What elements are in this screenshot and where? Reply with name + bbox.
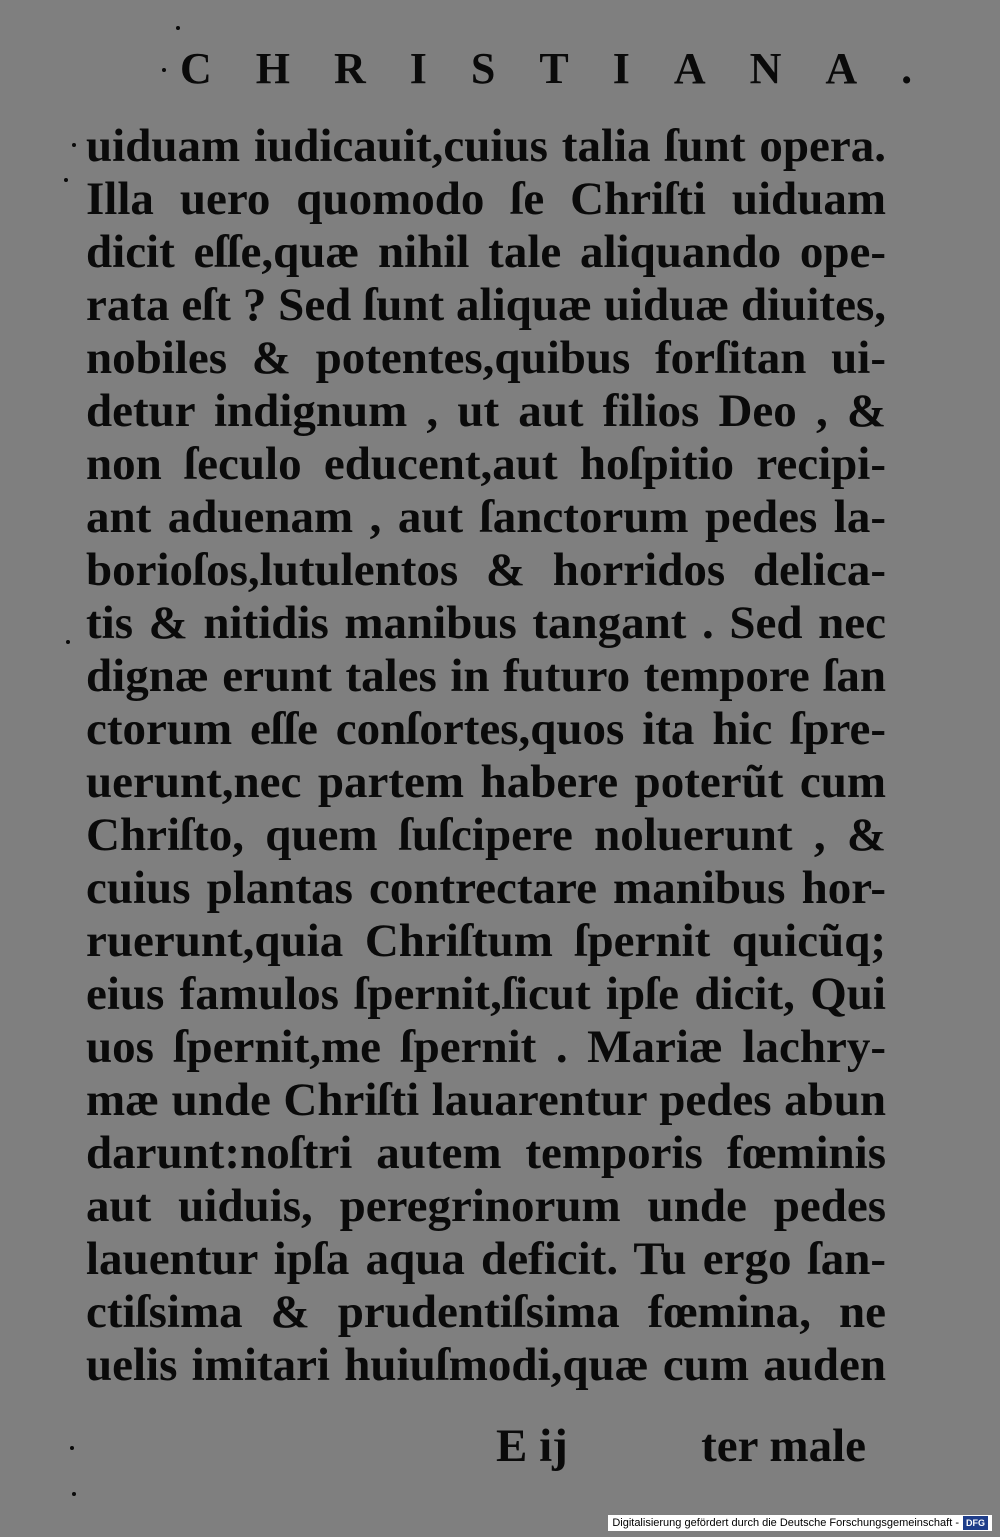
text-line: detur indignum , ut aut filios Deo , & (86, 385, 886, 437)
text-block (86, 120, 886, 1392)
speck (64, 178, 68, 182)
text-line: ruerunt,quia Chriſtum ſpernit quicũq; (86, 915, 886, 967)
text-line: nobiles & potentes,quibus forſitan ui- (86, 332, 886, 384)
catchword: ter male (701, 1420, 866, 1472)
text-line: uos ſpernit,me ſpernit . Mariæ lachry- (86, 1021, 886, 1073)
running-head: CHRISTIANA. (180, 44, 957, 93)
text-line: Chriſto, quem ſuſcipere noluerunt , & (86, 809, 886, 861)
text-line: ctorum eſſe conſortes,quos ita hic ſpre- (86, 703, 886, 755)
speck (72, 143, 76, 147)
speck (162, 68, 166, 72)
text-line: rata eſt ? Sed ſunt aliquæ uiduæ diuites, (86, 279, 886, 331)
text-line: non ſeculo educent,aut hoſpitio recipi- (86, 438, 886, 490)
text-line: uiduam iudicauit,cuius talia ſunt opera. (86, 120, 886, 172)
catchline (86, 1418, 886, 1474)
text-line: uerunt,nec partem habere poterũt cum (86, 756, 886, 808)
text-line: aut uiduis, peregrinorum unde pedes (86, 1180, 886, 1232)
text-line: eius famulos ſpernit,ſicut ipſe dicit, Qui (86, 968, 886, 1020)
text-line: ctiſsima & prudentiſsima fœmina, ne (86, 1286, 886, 1338)
dfg-logo: DFG (963, 1516, 988, 1530)
signature-mark: E ij (496, 1420, 568, 1472)
text-line: dignæ erunt tales in futuro tempore ſan (86, 650, 886, 702)
text-line: mæ unde Chriſti lauarentur pedes abun (86, 1074, 886, 1126)
text-line: tis & nitidis manibus tangant . Sed nec (86, 597, 886, 649)
speck (176, 26, 180, 30)
speck (70, 1446, 74, 1450)
text-line: cuius plantas contrectare manibus hor- (86, 862, 886, 914)
credit-text: Digitalisierung gefördert durch die Deutsche Forschungsgemeinschaft - (612, 1517, 959, 1529)
digitization-credit (608, 1515, 992, 1531)
text-line: darunt:noſtri autem temporis fœminis (86, 1127, 886, 1179)
text-line: borioſos,lutulentos & horridos delica- (86, 544, 886, 596)
text-line: lauentur ipſa aqua deficit. Tu ergo ſan- (86, 1233, 886, 1285)
text-line: ant aduenam , aut ſanctorum pedes la- (86, 491, 886, 543)
speck (66, 640, 70, 644)
text-line: dicit eſſe,quæ nihil tale aliquando ope- (86, 226, 886, 278)
speck (72, 1492, 76, 1496)
text-line: uelis imitari huiuſmodi,quæ cum auden (86, 1339, 886, 1391)
text-line: Illa uero quomodo ſe Chriſti uiduam (86, 173, 886, 225)
